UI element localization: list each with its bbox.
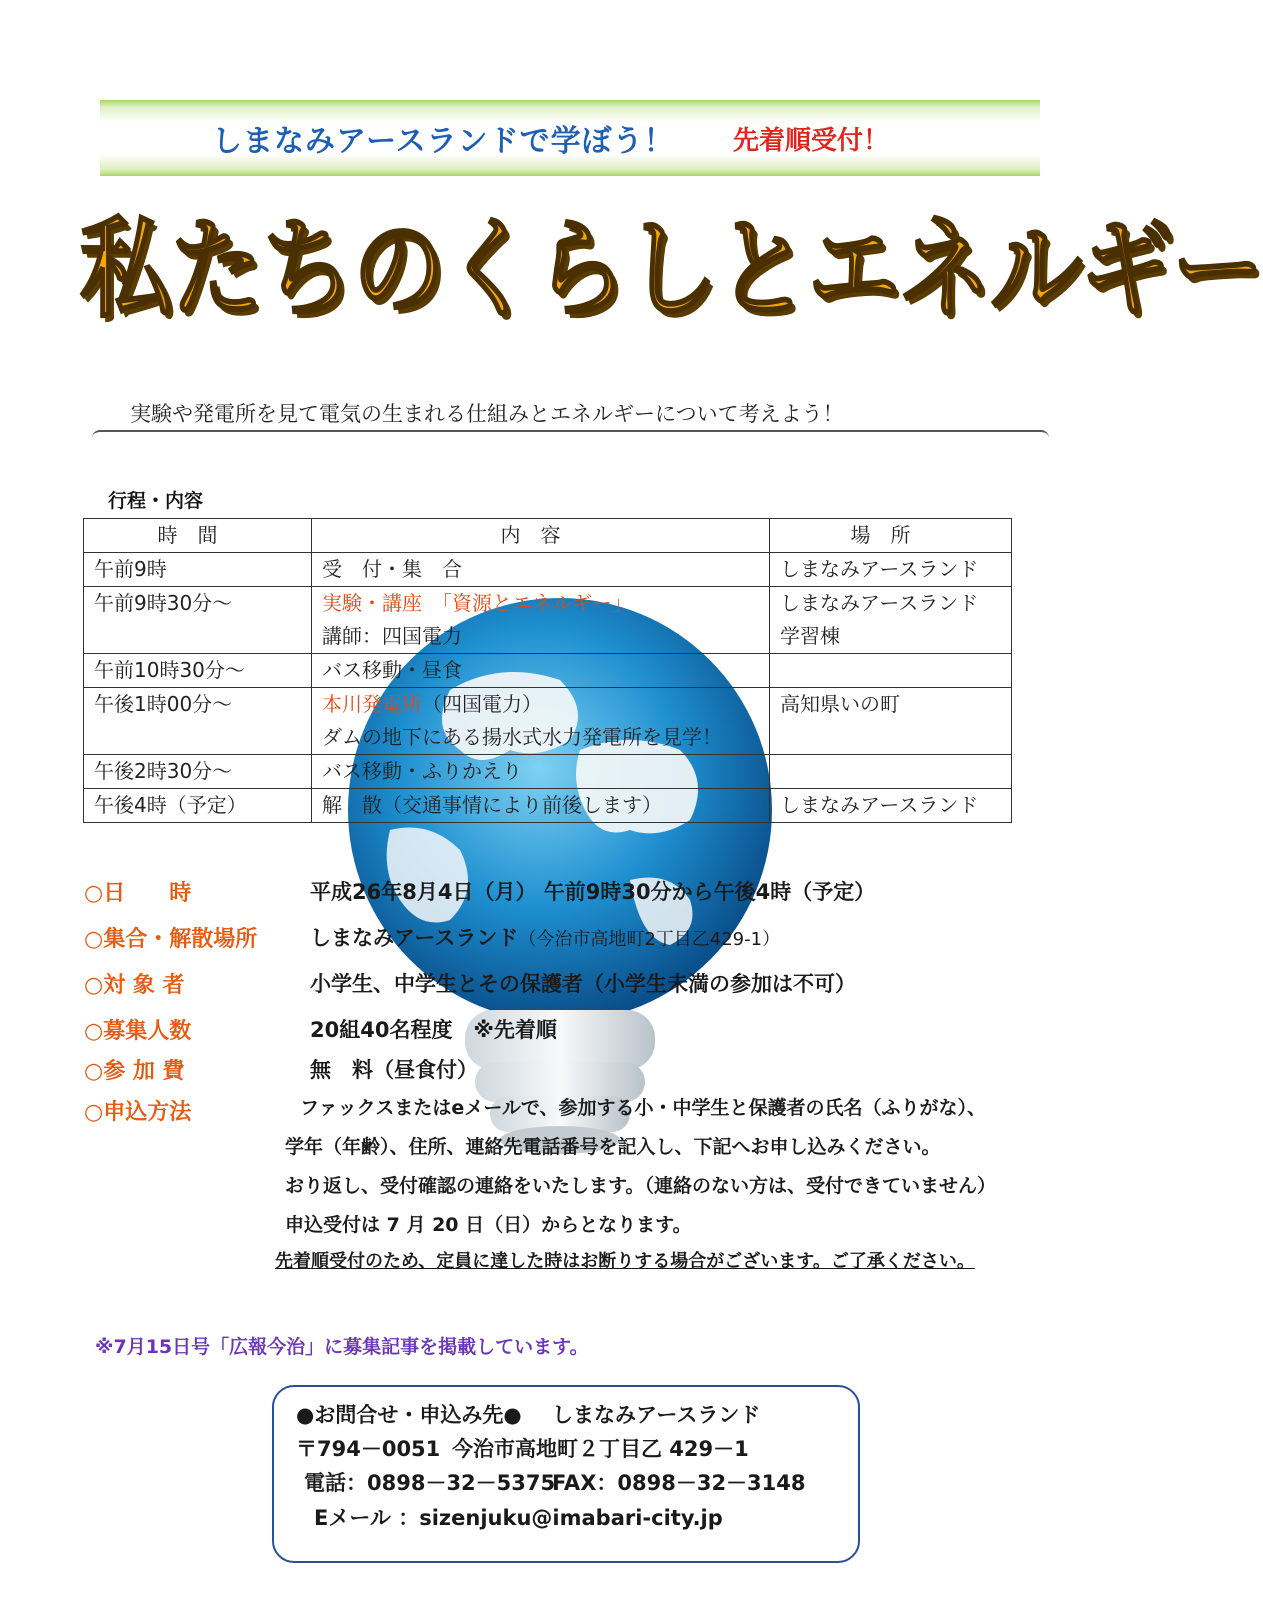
info-venue-label: ○集合・解散場所 (84, 927, 258, 952)
row-content-accent: 本川発電所 (322, 692, 422, 716)
table-row (84, 688, 1012, 755)
row-time: 午前10時30分～ (84, 654, 312, 688)
info-apply-label: ○申込方法 (84, 1100, 192, 1125)
main-title: 私たちのくらしとエネルギー (80, 206, 1263, 333)
table-row (84, 553, 1012, 587)
header-banner (100, 100, 1040, 176)
contact-heading: ●お問合せ・申込み先● (296, 1403, 522, 1427)
subtitle-underline (92, 430, 1049, 442)
row-place (770, 755, 1012, 789)
info-fee-label: ○参 加 費 (84, 1059, 185, 1084)
header-content: 内容 (312, 519, 770, 553)
info-capacity-value: 20組40名程度 ※先着順 (310, 1018, 557, 1042)
row-content-accent: 実験・講座 「資源とエネルギー」 (322, 591, 632, 615)
row-place: 高知県いの町 (770, 688, 1012, 755)
table-row (84, 789, 1012, 823)
info-fee-value: 無 料（昼食付） (310, 1058, 478, 1082)
contact-postal: 〒794－0051 (296, 1437, 441, 1461)
table-row (84, 654, 1012, 688)
apply-caution: 先着順受付のため、定員に達した時はお断りする場合がございます。ご了承ください。 (275, 1251, 975, 1272)
contact-address: 今治市高地町２丁目乙 429－1 (452, 1437, 749, 1461)
header-time: 時間 (84, 519, 312, 553)
row-time: 午後1時00分～ (84, 688, 312, 755)
subtitle: 実験や発電所を見て電気の生まれる仕組みとエネルギーについて考えよう！ (130, 402, 844, 426)
row-content-line: ダムの地下にある揚水式水力発電所を見学！ (322, 725, 722, 749)
contact-box (272, 1385, 860, 1563)
info-date-value: 平成26年8月4日（月） 午前9時30分から午後4時（予定） (310, 880, 876, 904)
banner-slogan: しまなみアースランドで学ぼう！ (212, 124, 675, 159)
info-date-label: ○日 時 (84, 881, 192, 906)
row-place-line: 学習棟 (780, 624, 840, 648)
row-time: 午前9時30分～ (84, 587, 312, 654)
info-venue-address: （今治市高地町2丁目乙429-1） (518, 929, 781, 950)
info-target-value: 小学生、中学生とその保護者（小学生未満の参加は不可） (310, 972, 856, 996)
row-place: しまなみアースランド (770, 553, 1012, 587)
contact-fax: FAX：0898－32－3148 (552, 1471, 806, 1495)
row-content-suffix: （四国電力） (422, 692, 542, 716)
row-content (312, 688, 770, 755)
row-time: 午前9時 (84, 553, 312, 587)
row-place (770, 587, 1012, 654)
table-row (84, 587, 1012, 654)
table-row (84, 755, 1012, 789)
row-time: 午後4時（予定） (84, 789, 312, 823)
header-place: 場所 (770, 519, 1012, 553)
banner-first-come: 先着順受付！ (733, 126, 890, 156)
apply-line: 申込受付は 7 月 20 日（日）からとなります。 (285, 1214, 692, 1236)
info-capacity-label: ○募集人数 (84, 1019, 192, 1044)
row-content (312, 587, 770, 654)
contact-phone: 電話：0898－32－5375 (304, 1471, 556, 1495)
info-venue-value-wrap (310, 922, 780, 952)
row-place-line: しまなみアースランド (780, 591, 979, 615)
schedule-table (83, 518, 1012, 823)
table-header-row (84, 519, 1012, 553)
row-place (770, 654, 1012, 688)
info-venue-value: しまなみアースランド (310, 926, 519, 950)
row-content: バス移動・昼食 (312, 654, 770, 688)
apply-line: 学年（年齢）、住所、連絡先電話番号を記入し、下記へお申し込みください。 (285, 1136, 941, 1158)
row-content: 解 散（交通事情により前後します） (312, 789, 770, 823)
apply-line: おり返し、受付確認の連絡をいたします。（連絡のない方は、受付できていません） (285, 1175, 996, 1197)
row-content: バス移動・ふりかえり (312, 755, 770, 789)
schedule-heading: 行程・内容 (108, 490, 204, 512)
row-content-line: 講師：四国電力 (322, 624, 462, 648)
row-content: 受 付・集 合 (312, 553, 770, 587)
apply-line: ファックスまたはeメールで、参加する小・中学生と保護者の氏名（ふりがな）、 (300, 1097, 987, 1119)
contact-email: Eメール ：sizenjuku@imabari-city.jp (314, 1506, 723, 1530)
info-target-label: ○対 象 者 (84, 973, 185, 998)
newsletter-notice: ※7月15日号「広報今治」に募集記事を掲載しています。 (95, 1336, 589, 1358)
contact-org: しまなみアースランド (552, 1403, 761, 1427)
row-time: 午後2時30分～ (84, 755, 312, 789)
row-place: しまなみアースランド (770, 789, 1012, 823)
